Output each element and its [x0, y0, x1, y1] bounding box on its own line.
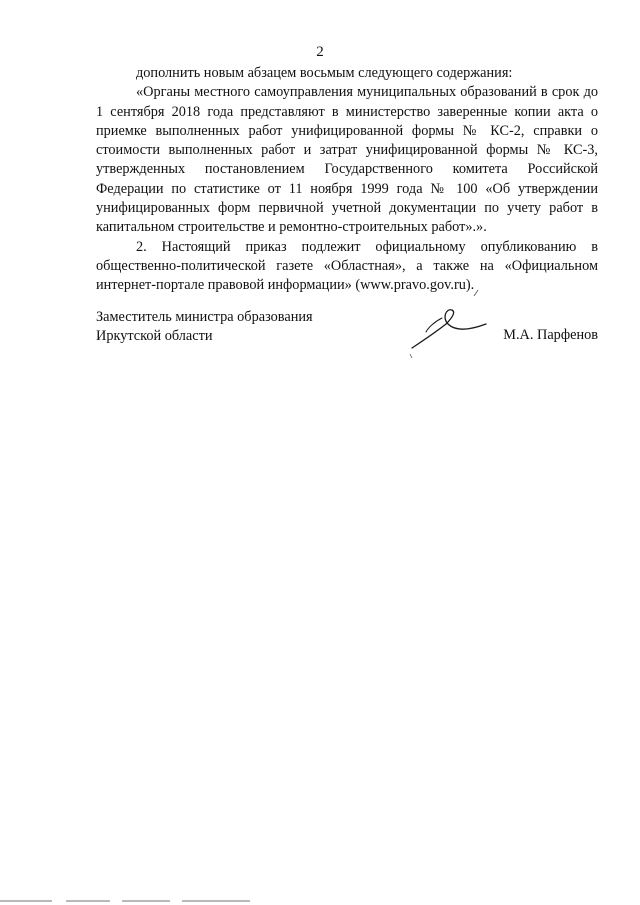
- signer-title: [96, 308, 313, 347]
- signer-title-line-1: Заместитель министра образования: [96, 309, 313, 325]
- signer-name: М.А. Парфенов: [503, 327, 598, 343]
- page-number: 2: [316, 44, 324, 60]
- signer-title-line-2: Иркутской области: [96, 328, 213, 345]
- scan-edge-line: [0, 899, 640, 903]
- paragraph-publication: 2. Настоящий приказ подлежит официальному опубликованию в общественно-политической газете «Областная», а также на «Официальном интернет-портале правовой информации» (www.pravo.gov.ru).: [96, 238, 598, 294]
- handwritten-signature: [406, 284, 498, 364]
- paragraph-amendment-intro: дополнить новым абзацем восьмым следующего содержания:: [136, 65, 513, 81]
- document-body: [96, 64, 598, 296]
- paragraph-amendment-text: «Органы местного самоуправления муниципальных образований в срок до 1 сентября 2018 года представляют в министерство заверенные копии акта о приемке выполненных работ унифицированной формы № КС-2, справки о стоимости выполненных работ и затрат унифицированной формы № КС-3, утвержденных постановлением Государственного комитета Российской Федерации по статистике от 11 ноября 1999 года № 100 «Об утверждении унифицированных форм первичной учетной документации по учету работ в капитальном строительстве и ремонтно-строительных работ».».: [96, 84, 598, 236]
